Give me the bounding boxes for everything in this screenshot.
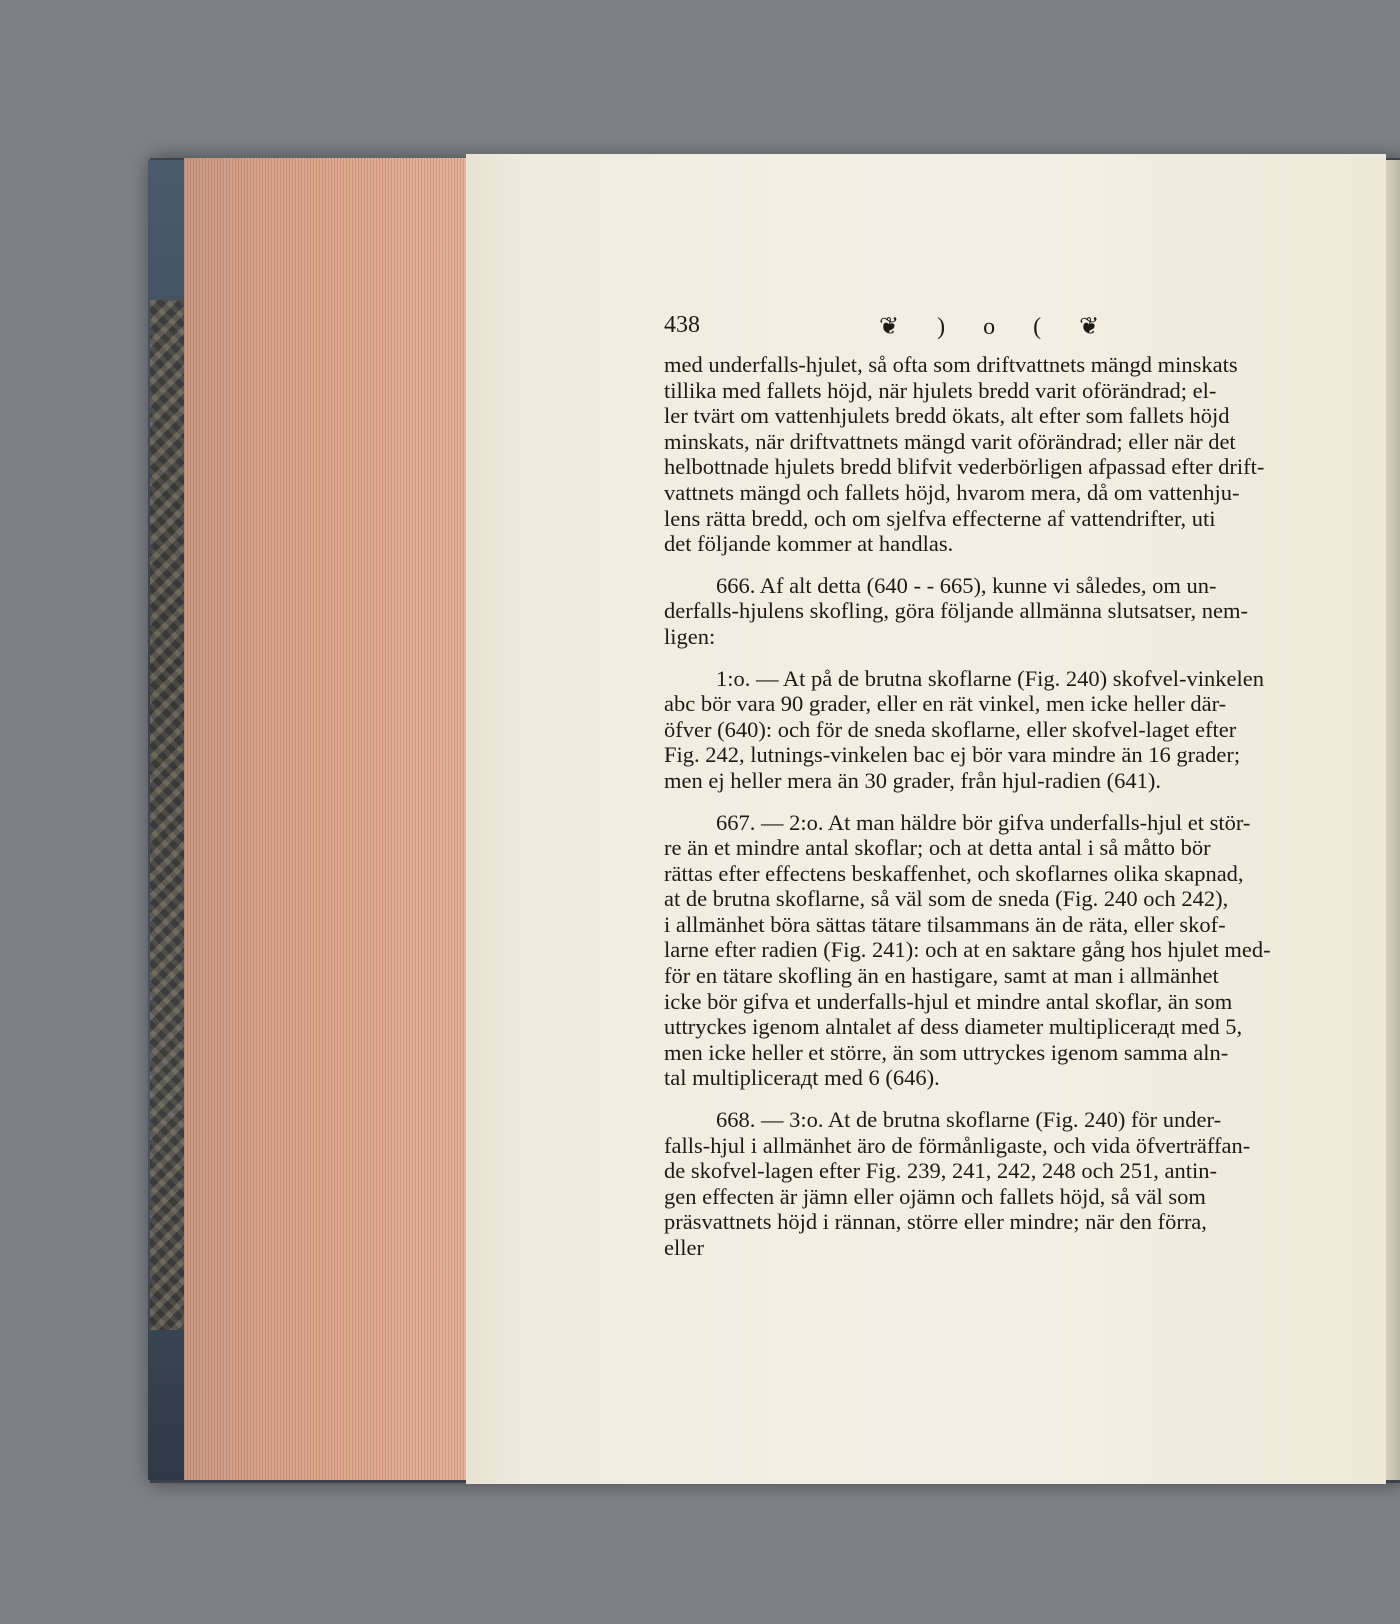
text-line: larne efter radien (Fig. 241): och at en saktare gång hos hjulet med- xyxy=(664,937,1271,963)
paragraph xyxy=(664,573,1354,650)
text-line: abc bör vara 90 grader, eller en rät vinkel, men icke heller där- xyxy=(664,691,1227,717)
text-line: öfver (640): och för de sneda skoflarne, eller skofvel-laget efter xyxy=(664,716,1237,742)
text-line: i allmänhet böra sättas tätare tilsammans än de räta, eller skof- xyxy=(664,911,1226,937)
text-line: rättas efter effectens beskaffenhet, och skoflarnes olika skapnad, xyxy=(664,860,1244,886)
paragraph xyxy=(664,810,1354,1092)
text-line: men ej heller mera än 30 grader, från hjul-radien (641). xyxy=(664,767,1161,793)
text-line: gen effecten är jämn eller ojämn och fallets höjd, så väl som xyxy=(664,1183,1206,1209)
text-line: men icke heller et större, än som uttryckes igenom samma aln- xyxy=(664,1039,1229,1065)
text-line: ligen: xyxy=(664,623,716,649)
text-line: uttryckes igenom alntalet af dess diameter multiplicerадt med 5, xyxy=(664,1014,1243,1040)
page-number: 438 xyxy=(664,312,700,338)
text-line: falls-hjul i allmänhet äro de förmånligaste, och vida öfverträffan- xyxy=(664,1132,1251,1158)
paragraphs xyxy=(664,352,1354,1261)
text-line: 666. Af alt detta (640 - - 665), kunne vi således, om un- xyxy=(716,572,1217,598)
paragraph xyxy=(664,1107,1354,1261)
text-line: helbottnade hjulets bredd blifvit vederbörligen afpassad efter drift- xyxy=(664,454,1265,480)
paragraph-gap xyxy=(664,794,1354,810)
text-line: med underfalls-hjulet, så ofta som driftvattnets mängd minskats xyxy=(664,352,1238,377)
paragraph-gap xyxy=(664,1091,1354,1107)
page-text-block xyxy=(664,312,1354,1261)
text-line: at de brutna skoflarne, så väl som de sneda (Fig. 240 och 242), xyxy=(664,886,1229,912)
text-line: eller xyxy=(664,1235,704,1260)
text-line: lens rätta bredd, och om sjelfva effecterne af vattendrifter, uti xyxy=(664,505,1216,531)
paragraph xyxy=(664,352,1354,557)
paragraph xyxy=(664,666,1354,794)
page-fold xyxy=(1386,160,1400,1480)
text-line: icke bör gifva et underfalls-hjul et mindre antal skoflar, än som xyxy=(664,988,1233,1014)
text-line: för en tätare skofling än en hastigare, samt at man i allmänhet xyxy=(664,963,1219,989)
text-line: 667. — 2:o. At man häldre bör gifva underfalls-hjul et stör- xyxy=(716,809,1251,835)
text-line: ler tvärt om vattenhjulets bredd ökats, alt efter som fallets höjd xyxy=(664,403,1230,429)
text-line: 1:o. — At på de brutna skoflarne (Fig. 240) skofvel-vinkelen xyxy=(716,665,1265,691)
paragraph-gap xyxy=(664,650,1354,666)
paragraph-gap xyxy=(664,557,1354,573)
text-line: det följande kommer at handlas. xyxy=(664,531,954,557)
text-line: re än et mindre antal skoflar; och at detta antal i så måtto bör xyxy=(664,835,1211,861)
text-line: präsvattnets höjd i rännan, större eller mindre; när den förra, xyxy=(664,1209,1207,1235)
marbled-endpaper xyxy=(150,300,184,1330)
page-stack-edges xyxy=(184,158,468,1480)
text-line: de skofvel-lagen efter Fig. 239, 241, 242, 248 och 251, antin- xyxy=(664,1158,1218,1184)
text-line: 668. — 3:o. At de brutna skoflarne (Fig. 240) för under- xyxy=(716,1107,1222,1133)
text-line: vattnets mängd och fallets höjd, hvarom mera, då om vattenhju- xyxy=(664,479,1240,505)
text-line: derfalls-hjulens skofling, göra följande allmänna slutsatser, nem- xyxy=(664,598,1248,624)
page-header xyxy=(664,312,1354,352)
text-line: tal multiplicerадt med 6 (646). xyxy=(664,1065,940,1091)
text-line: tillika med fallets höjd, när hjulets bredd varit oförändrad; el- xyxy=(664,377,1217,403)
text-line: minskats, när driftvattnets mängd varit oförändrad; eller när det xyxy=(664,428,1236,454)
header-ornament: ❦ ) o ( ❦ xyxy=(879,314,1116,340)
text-line: Fig. 242, lutnings-vinkelen bac ej bör vara mindre än 16 grader; xyxy=(664,742,1241,768)
